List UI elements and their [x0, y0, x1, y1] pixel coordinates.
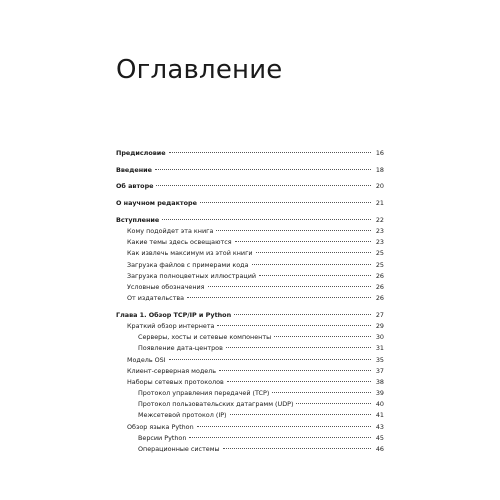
toc-entry[interactable] [116, 332, 384, 343]
toc-entry[interactable] [116, 165, 384, 176]
toc-entry[interactable] [116, 282, 384, 293]
toc-entry-page-number: 40 [375, 400, 384, 409]
dot-leader [230, 414, 371, 415]
toc-entry[interactable] [116, 343, 384, 354]
toc-entry-page-number: 26 [375, 271, 384, 280]
toc-entry-title: Протокол пользовательских датаграмм (UDP) [138, 400, 294, 409]
dot-leader [216, 230, 371, 231]
toc-entry[interactable] [116, 148, 384, 159]
page-title: Оглавление [116, 55, 283, 85]
toc-entry-title: Краткий обзор интернета [127, 321, 215, 330]
toc-entry-page-number: 31 [375, 344, 384, 353]
toc-entry-title: Серверы, хосты и сетевые компоненты [138, 333, 272, 342]
toc-entry-page-number: 26 [375, 294, 384, 303]
toc-entry-page-number: 41 [375, 411, 384, 420]
toc-entry-title: Клиент-серверная модель [127, 366, 217, 375]
toc-entry-title: Версии Python [138, 433, 187, 442]
toc-entry-title: Межсетевой протокол (IP) [138, 411, 227, 420]
toc-entry-page-number: 43 [375, 422, 384, 431]
dot-leader [226, 347, 371, 348]
toc-entry-page-number: 39 [375, 389, 384, 398]
dot-leader [256, 252, 371, 253]
toc-entry[interactable] [116, 215, 384, 226]
toc-entry[interactable] [116, 321, 384, 332]
table-of-contents [116, 148, 384, 455]
toc-entry-page-number: 25 [375, 260, 384, 269]
toc-entry-title: О научном редакторе [116, 199, 197, 208]
dot-leader [197, 426, 371, 427]
dot-leader [189, 437, 371, 438]
dot-leader [169, 359, 371, 360]
toc-entry-page-number: 38 [375, 377, 384, 386]
toc-entry-page-number: 27 [375, 310, 384, 319]
toc-entry-title: Кому подойдет эта книга [127, 226, 214, 235]
toc-entry-page-number: 23 [375, 238, 384, 247]
toc-entry[interactable] [116, 366, 384, 377]
toc-entry[interactable] [116, 226, 384, 237]
toc-entry-page-number: 26 [375, 282, 384, 291]
toc-entry-page-number: 23 [375, 226, 384, 235]
dot-leader [223, 448, 371, 449]
toc-entry[interactable] [116, 444, 384, 455]
dot-leader [162, 219, 371, 220]
toc-entry[interactable] [116, 260, 384, 271]
dot-leader [259, 275, 371, 276]
toc-entry-title: Как извлечь максимум из этой книги [127, 249, 253, 258]
toc-entry-page-number: 30 [375, 333, 384, 342]
toc-entry[interactable] [116, 248, 384, 259]
dot-leader [234, 314, 371, 315]
toc-entry[interactable] [116, 355, 384, 366]
dot-leader [156, 185, 371, 186]
toc-entry-page-number: 22 [375, 215, 384, 224]
dot-leader [155, 169, 371, 170]
toc-entry[interactable] [116, 198, 384, 209]
toc-entry-page-number: 25 [375, 249, 384, 258]
dot-leader [169, 152, 371, 153]
toc-entry-title: От издательства [127, 294, 185, 303]
dot-leader [187, 297, 371, 298]
toc-entry-title: Наборы сетевых протоколов [127, 377, 224, 386]
toc-entry[interactable] [116, 433, 384, 444]
toc-entry-title: Протокол управления передачей (TCP) [138, 389, 270, 398]
toc-entry-page-number: 21 [375, 199, 384, 208]
toc-entry[interactable] [116, 388, 384, 399]
dot-leader [272, 392, 371, 393]
toc-entry[interactable] [116, 422, 384, 433]
toc-entry[interactable] [116, 310, 384, 321]
dot-leader [217, 325, 371, 326]
dot-leader [235, 241, 371, 242]
dot-leader [219, 370, 371, 371]
toc-entry[interactable] [116, 399, 384, 410]
toc-entry-title: Модель OSI [127, 355, 166, 364]
toc-entry[interactable] [116, 410, 384, 421]
toc-entry-page-number: 29 [375, 321, 384, 330]
dot-leader [296, 403, 371, 404]
toc-entry-title: Загрузка полноцветных иллюстраций [127, 271, 257, 280]
toc-entry[interactable] [116, 377, 384, 388]
toc-entry-title: Глава 1. Обзор TCP/IP и Python [116, 310, 232, 319]
toc-entry-page-number: 35 [375, 355, 384, 364]
toc-entry-title: Какие темы здесь освещаются [127, 238, 232, 247]
toc-entry-page-number: 45 [375, 433, 384, 442]
toc-entry[interactable] [116, 271, 384, 282]
toc-entry-page-number: 18 [375, 165, 384, 174]
toc-entry-page-number: 16 [375, 149, 384, 157]
dot-leader [252, 264, 371, 265]
toc-entry[interactable] [116, 293, 384, 304]
toc-entry-title: Загрузка файлов с примерами кода [127, 260, 249, 269]
dot-leader [208, 286, 372, 287]
toc-entry-title: Введение [116, 165, 152, 174]
toc-entry-title: Предисловие [116, 149, 166, 157]
toc-entry-title: Операционные системы [138, 445, 220, 453]
toc-entry-title: Условные обозначения [127, 282, 205, 291]
toc-entry-title: Обзор языка Python [127, 422, 194, 431]
toc-entry-title: Об авторе [116, 182, 154, 191]
toc-entry[interactable] [116, 237, 384, 248]
dot-leader [200, 202, 371, 203]
toc-entry-page-number: 20 [375, 182, 384, 191]
dot-leader [274, 336, 371, 337]
toc-entry-page-number: 37 [375, 366, 384, 375]
toc-entry-title: Вступление [116, 215, 160, 224]
toc-entry-page-number: 46 [375, 445, 384, 453]
toc-entry-title: Появление дата-центров [138, 344, 223, 353]
dot-leader [227, 381, 371, 382]
toc-entry[interactable] [116, 181, 384, 192]
